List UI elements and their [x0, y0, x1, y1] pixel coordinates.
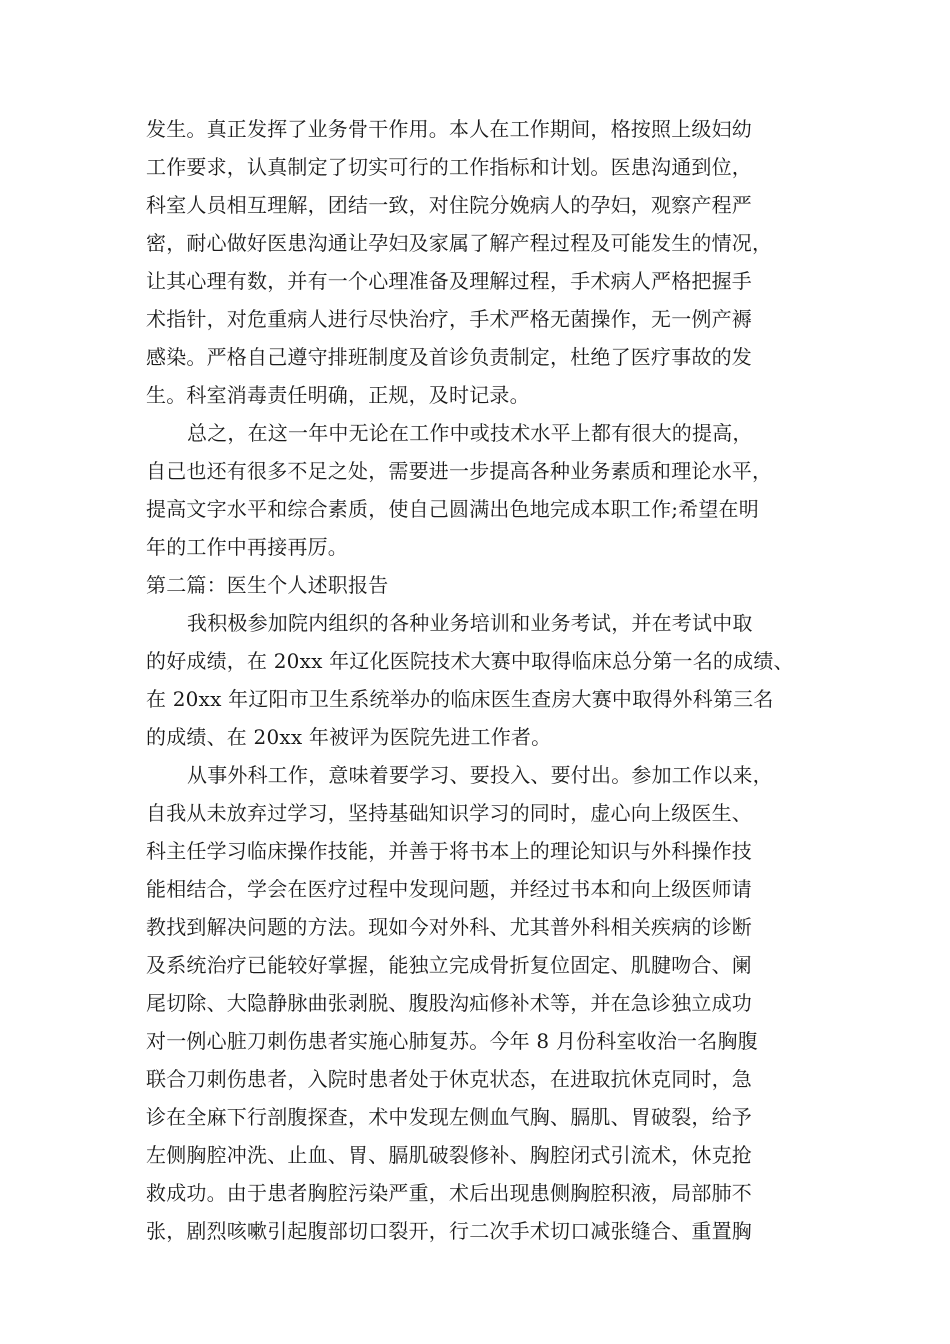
paragraph-start: 总之，在这一年中无论在工作中或技术水平上都有很大的提高，: [187, 421, 753, 445]
text-line: 生。科室消毒责任明确，正规，及时记录。: [146, 383, 530, 407]
text-line: 的好成绩，在 20xx 年辽化医院技术大赛中取得临床总分第一名的成绩、: [146, 649, 794, 673]
text-line: 在 20xx 年辽阳市卫生系统举办的临床医生查房大赛中取得外科第三名: [146, 687, 774, 711]
text-line: 科主任学习临床操作技能，并善于将书本上的理论知识与外科操作技: [146, 839, 752, 863]
text-line: 感染。严格自己遵守排班制度及首诊负责制定，杜绝了医疗事故的发: [146, 345, 752, 369]
text-line: 年的工作中再接再厉。: [146, 535, 348, 559]
text-line: 科室人员相互理解，团结一致，对住院分娩病人的孕妇，观察产程严: [146, 193, 752, 217]
text-line: 提高文字水平和综合素质，使自己圆满出色地完成本职工作;希望在明: [146, 497, 759, 521]
text-line: 及系统治疗已能较好掌握，能独立完成骨折复位固定、肌腱吻合、阑: [146, 953, 752, 977]
text-line: 对一例心脏刀刺伤患者实施心肺复苏。今年 8 月份科室收治一名胸腹: [146, 1029, 758, 1053]
paragraph-start: 从事外科工作，意味着要学习、要投入、要付出。参加工作以来，: [187, 763, 773, 787]
text-line: 自我从未放弃过学习，坚持基础知识学习的同时，虚心向上级医生、: [146, 801, 752, 825]
text-line: 教找到解决问题的方法。现如今对外科、尤其普外科相关疾病的诊断: [146, 915, 752, 939]
text-line: 让其心理有数，并有一个心理准备及理解过程，手术病人严格把握手: [146, 269, 752, 293]
text-line: 左侧胸腔冲洗、止血、胃、膈肌破裂修补、胸腔闭式引流术，休克抢: [146, 1143, 752, 1167]
paragraph-start: 我积极参加院内组织的各种业务培训和业务考试，并在考试中取: [187, 611, 753, 635]
text-line: 自己也还有很多不足之处，需要进一步提高各种业务素质和理论水平，: [146, 459, 773, 483]
text-line: 发生。真正发挥了业务骨干作用。本人在工作期间，格按照上级妇幼: [146, 117, 752, 141]
text-line: 联合刀刺伤患者，入院时患者处于休克状态，在进取抗休克同时，急: [146, 1067, 752, 1091]
text-line: 能相结合，学会在医疗过程中发现问题，并经过书本和向上级医师请: [146, 877, 752, 901]
text-line: 诊在全麻下行剖腹探查，术中发现左侧血气胸、膈肌、胃破裂，给予: [146, 1105, 752, 1129]
section-heading: 第二篇：医生个人述职报告: [146, 573, 389, 597]
text-line: 救成功。由于患者胸腔污染严重，术后出现患侧胸腔积液，局部肺不: [146, 1181, 752, 1205]
text-line: 密，耐心做好医患沟通让孕妇及家属了解产程过程及可能发生的情况，: [146, 231, 773, 255]
text-line: 工作要求，认真制定了切实可行的工作指标和计划。医患沟通到位，: [146, 155, 752, 179]
text-line: 术指针，对危重病人进行尽快治疗，手术严格无菌操作，无一例产褥: [146, 307, 752, 331]
text-line: 的成绩、在 20xx 年被评为医院先进工作者。: [146, 725, 552, 749]
text-line: 张，剧烈咳嗽引起腹部切口裂开，行二次手术切口减张缝合、重置胸: [146, 1219, 752, 1243]
text-line: 尾切除、大隐静脉曲张剥脱、腹股沟疝修补术等，并在急诊独立成功: [146, 991, 752, 1015]
